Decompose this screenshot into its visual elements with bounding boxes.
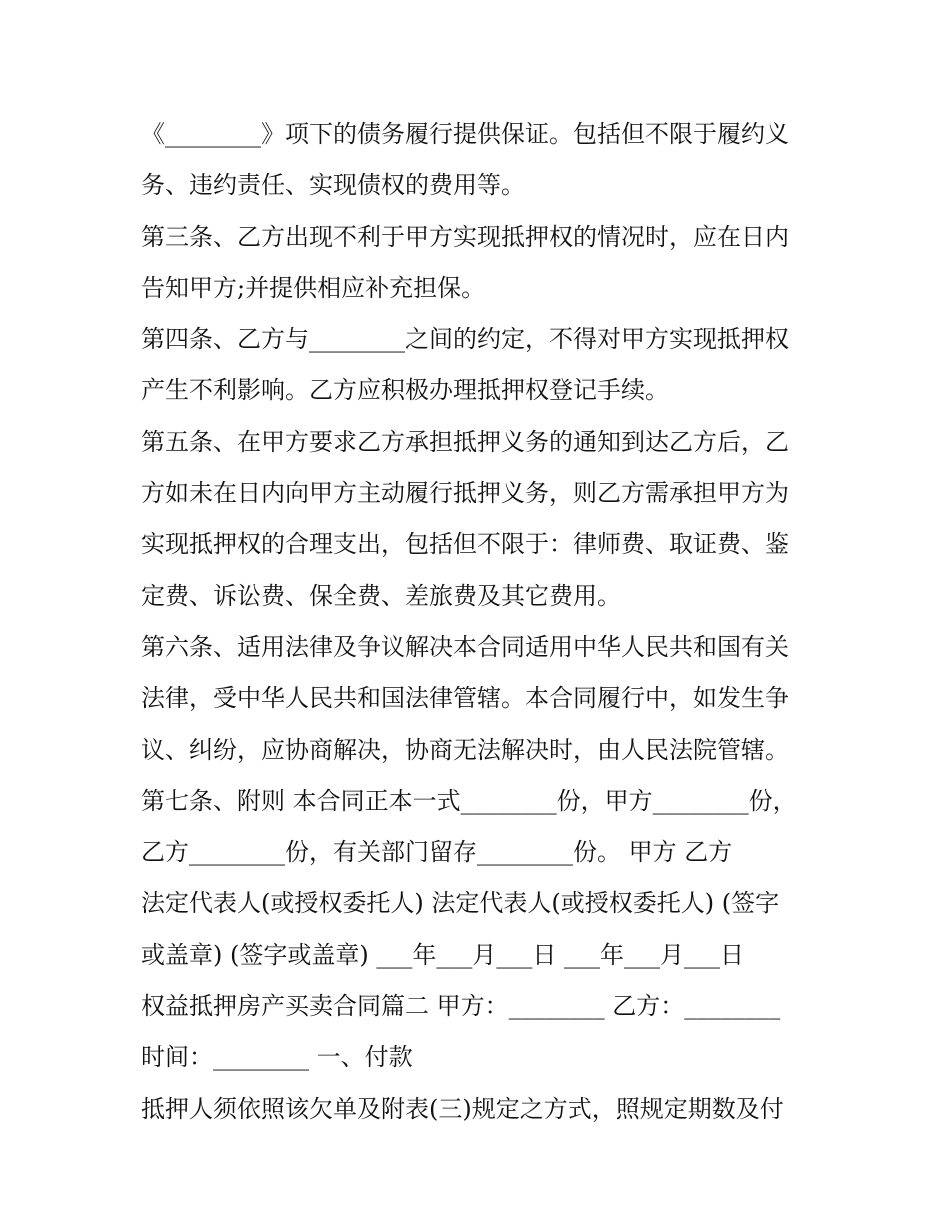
text-line: 方如未在日内向甲方主动履行抵押义务，则乙方需承担甲方为: [141, 479, 789, 508]
text-line: 《________》项下的债务履行提供保证。包括但不限于履约义: [141, 120, 789, 148]
contract-text: [141, 109, 821, 1135]
text-line: 第三条、乙方出现不利于甲方实现抵押权的情况时，应在日内: [141, 222, 789, 251]
text-line: 第五条、在甲方要求乙方承担抵押义务的通知到达乙方后，乙: [141, 427, 789, 456]
text-line: 议、纠纷，应协商解决，协商无法解决时，由人民法院管辖。: [141, 735, 789, 764]
text-line: 第四条、乙方与________之间的约定，不得对甲方实现抵押权: [141, 325, 789, 354]
text-line: 时间：________ 一、付款: [141, 1043, 413, 1072]
text-line: 第七条、附则 本合同正本一式________份，甲方________份，: [141, 786, 797, 815]
text-line: 告知甲方;并提供相应补充担保。: [141, 273, 486, 302]
text-line: 产生不利影响。乙方应积极办理抵押权登记手续。: [141, 376, 669, 405]
text-line: 实现抵押权的合理支出，包括但不限于：律师费、取证费、鉴: [141, 530, 789, 559]
text-line: 务、违约责任、实现债权的费用等。: [141, 171, 525, 200]
text-line: 定费、诉讼费、保全费、差旅费及其它费用。: [141, 581, 621, 610]
text-line: 或盖章) (签字或盖章) ___年___月___日 ___年___月___日: [141, 940, 744, 969]
text-line: 第六条、适用法律及争议解决本合同适用中华人民共和国有关: [141, 632, 789, 661]
text-line: 抵押人须依照该欠单及附表(三)规定之方式，照规定期数及付: [141, 1094, 784, 1123]
text-line: 乙方________份，有关部门留存________份。 甲方 乙方: [141, 838, 733, 867]
text-line: 法律，受中华人民共和国法律管辖。本合同履行中，如发生争: [141, 684, 789, 713]
text-line: 权益抵押房产买卖合同篇二 甲方：________ 乙方：________: [141, 992, 781, 1021]
text-line: 法定代表人(或授权委托人) 法定代表人(或授权委托人) (签字: [141, 889, 780, 918]
